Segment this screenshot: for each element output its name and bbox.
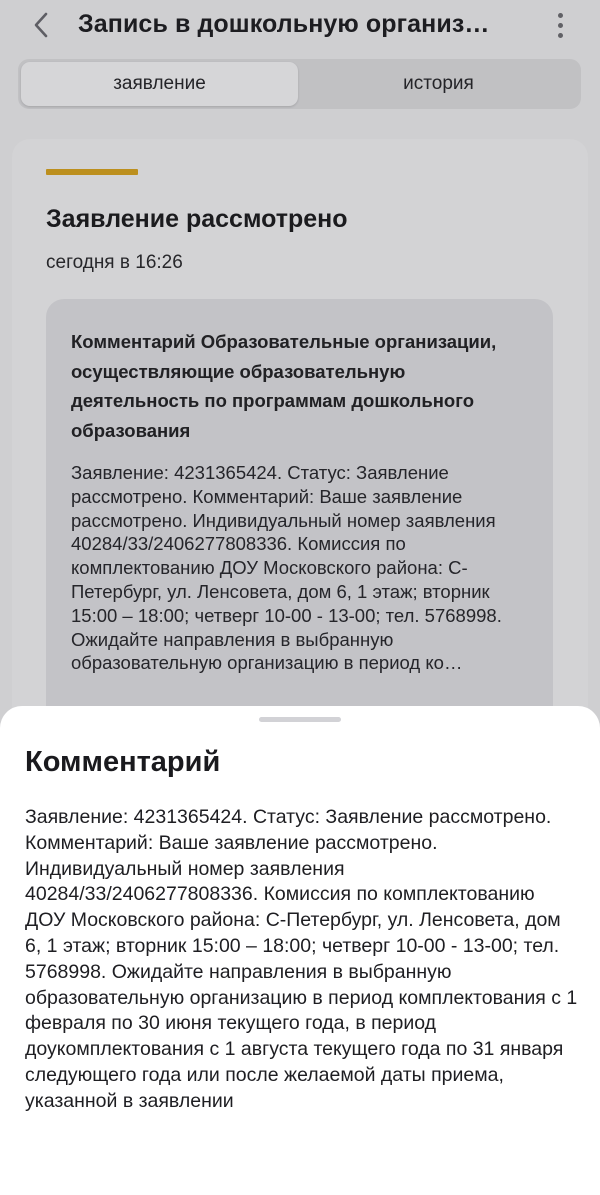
- comment-bottom-sheet: [0, 706, 600, 1195]
- comment-preview-text: Заявление: 4231365424. Статус: Заявление рассмотрено. Комментарий: Ваше заявление рассмотрено. Индивидуальный номер заявления 40284/33/2406277808336. Комиссия по комплектованию ДОУ Московского района: С-Петербург, ул. Ленсовета, дом 6, 1 этаж; вторник 15:00 – 18:00; четверг 10-00 - 13-00; тел. 5768998. Ожидайте направления в выбранную образовательную организацию в период ко…: [71, 462, 502, 674]
- sheet-title: Комментарий: [25, 746, 221, 778]
- sheet-drag-handle[interactable]: [259, 717, 341, 722]
- comment-heading: Комментарий Образовательные организации, осуществляющие образовательную деятельность по программам дошкольного образования: [71, 331, 497, 441]
- tab-history[interactable]: история: [403, 73, 474, 94]
- status-title: Заявление рассмотрено: [46, 205, 348, 233]
- tab-application[interactable]: заявление: [21, 62, 298, 106]
- status-time: сегодня в 16:26: [46, 252, 183, 273]
- page-title: Запись в дошкольную организ…: [78, 10, 490, 38]
- sheet-comment-text: Заявление: 4231365424. Статус: Заявление рассмотрено. Комментарий: Ваше заявление рассмотрено. Индивидуальный номер заявления 40284/33/2406277808336. Комиссия по комплектованию ДОУ Московского района: С-Петербург, ул. Ленсовета, дом 6, 1 этаж; вторник 15:00 – 18:00; четверг 10-00 - 13-00; тел. 5768998. Ожидайте направления в выбранную образовательную организацию в период комплектования с 1 февраля по 30 июня текущего года, в период доукомплектования с 1 августа текущего года по 31 января следующего года или после желаемой даты приема, указанной в заявлении: [25, 806, 578, 1112]
